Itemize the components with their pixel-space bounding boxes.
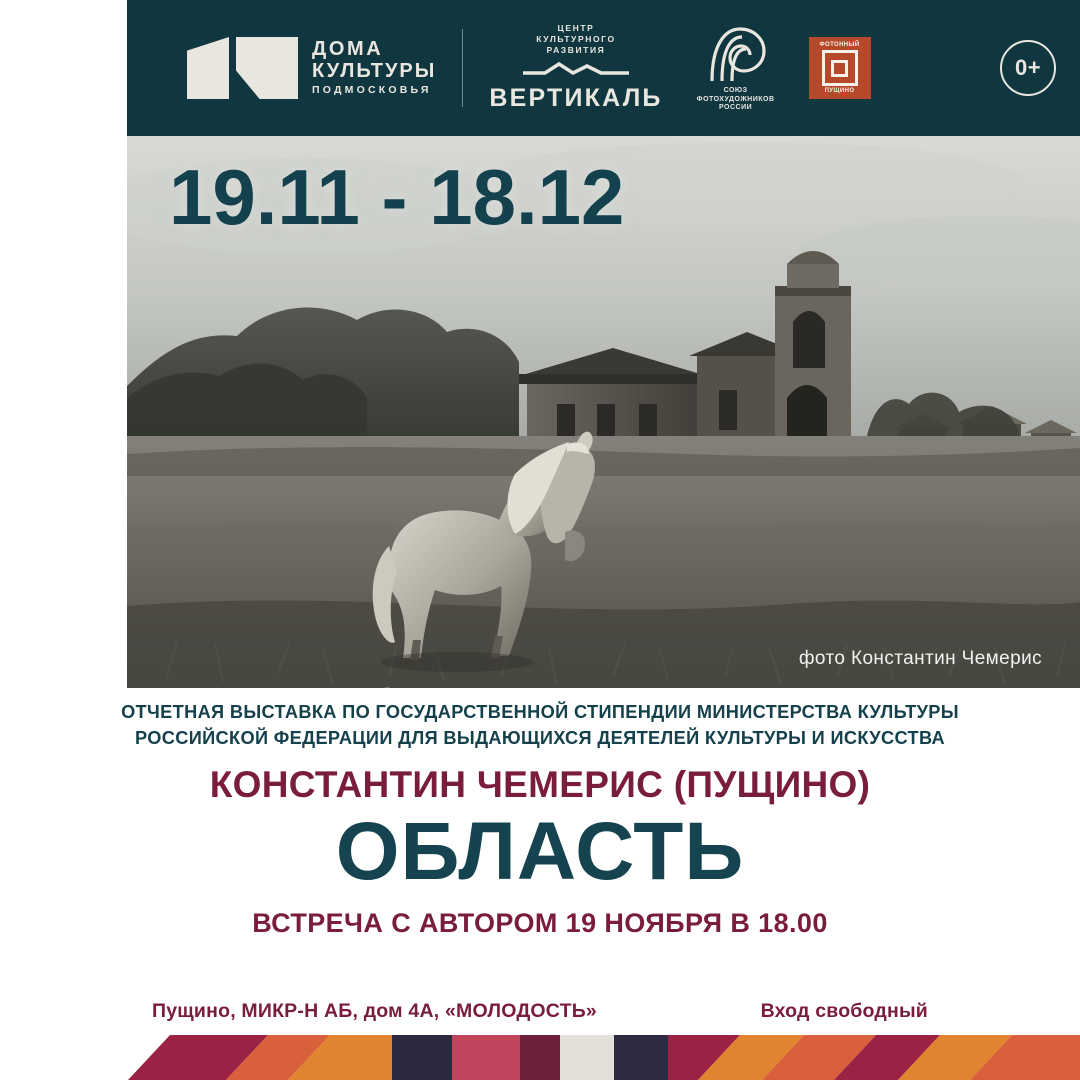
exhibition-date-range: 19.11 - 18.12	[169, 153, 625, 241]
soyuz-caption-line3: РОССИИ	[718, 104, 753, 112]
author-meeting-info: ВСТРЕЧА С АВТОРОМ 19 НОЯБРЯ В 18.00	[252, 907, 828, 938]
soyuz-emblem-icon	[700, 23, 772, 85]
doma-kultury-line2: КУЛЬТУРЫ	[312, 59, 437, 82]
vertikal-small-line2: КУЛЬТУРНОГО	[536, 33, 616, 44]
doma-kultury-mark-icon	[187, 37, 298, 99]
logo-soyuz-fotohudozhnikov	[697, 23, 775, 113]
soyuz-caption-line1: СОЮЗ	[723, 86, 748, 94]
exhibition-subtitle	[0, 700, 1080, 752]
exhibition-subtitle-line2: РОССИЙСКОЙ ФЕДЕРАЦИИ ДЛЯ ВЫДАЮЩИХСЯ ДЕЯТЕЛЕЙ КУЛЬТУРЫ И ИСКУССТВА	[134, 727, 946, 748]
doma-kultury-shape-left-icon	[187, 37, 229, 99]
soyuz-caption-line2: ФОТОХУДОЖНИКОВ	[696, 95, 775, 103]
footer-info-row	[0, 1000, 1080, 1023]
vertikal-wave-icon	[521, 61, 631, 82]
logo-doma-kultury	[187, 37, 436, 99]
doma-kultury-wordmark	[312, 39, 436, 97]
content-block	[0, 700, 1080, 939]
header-divider	[462, 29, 463, 107]
photo-credit: фото Константин Чемерис	[798, 648, 1042, 669]
vertikal-wordmark: ВЕРТИКАЛЬ	[489, 84, 663, 113]
doma-kultury-shape-right-icon	[236, 37, 298, 99]
photo-area	[127, 136, 1080, 688]
logo-vertikal	[489, 23, 662, 114]
age-rating-badge: 0+	[1000, 40, 1056, 96]
vertikal-small-line1: ЦЕНТР	[557, 22, 595, 33]
fotonnyi-square-inner-icon	[831, 60, 848, 77]
vertikal-small-line3: РАЗВИТИЯ	[546, 45, 606, 56]
exhibition-subtitle-line1: ОТЧЕТНАЯ ВЫСТАВКА ПО ГОСУДАРСТВЕННОЙ СТИПЕНДИИ МИНИСТЕРСТВА КУЛЬТУРЫ	[121, 702, 959, 722]
doma-kultury-line1: ДОМА	[312, 38, 384, 61]
venue-address: Пущино, МИКР-Н АБ, дом 4А, «МОЛОДОСТЬ»	[152, 1000, 597, 1022]
entry-info: Вход свободный	[760, 1000, 928, 1022]
decorative-stripe	[0, 1035, 1080, 1080]
fotonnyi-bottom-label: ПУЩИНО	[824, 88, 855, 94]
header-bar	[127, 0, 1080, 136]
soyuz-caption	[697, 87, 775, 113]
artist-name: КОНСТАНТИН ЧЕМЕРИС (ПУЩИНО)	[209, 763, 871, 805]
fotonnyi-square-icon	[822, 50, 858, 86]
doma-kultury-line3: ПОДМОСКОВЬЯ	[312, 84, 432, 97]
exhibition-title: ОБЛАСТЬ	[335, 805, 745, 897]
fotonnyi-top-label: ФОТОННЫЙ	[819, 42, 860, 48]
logo-fotonnyi-pushchino	[809, 37, 871, 99]
